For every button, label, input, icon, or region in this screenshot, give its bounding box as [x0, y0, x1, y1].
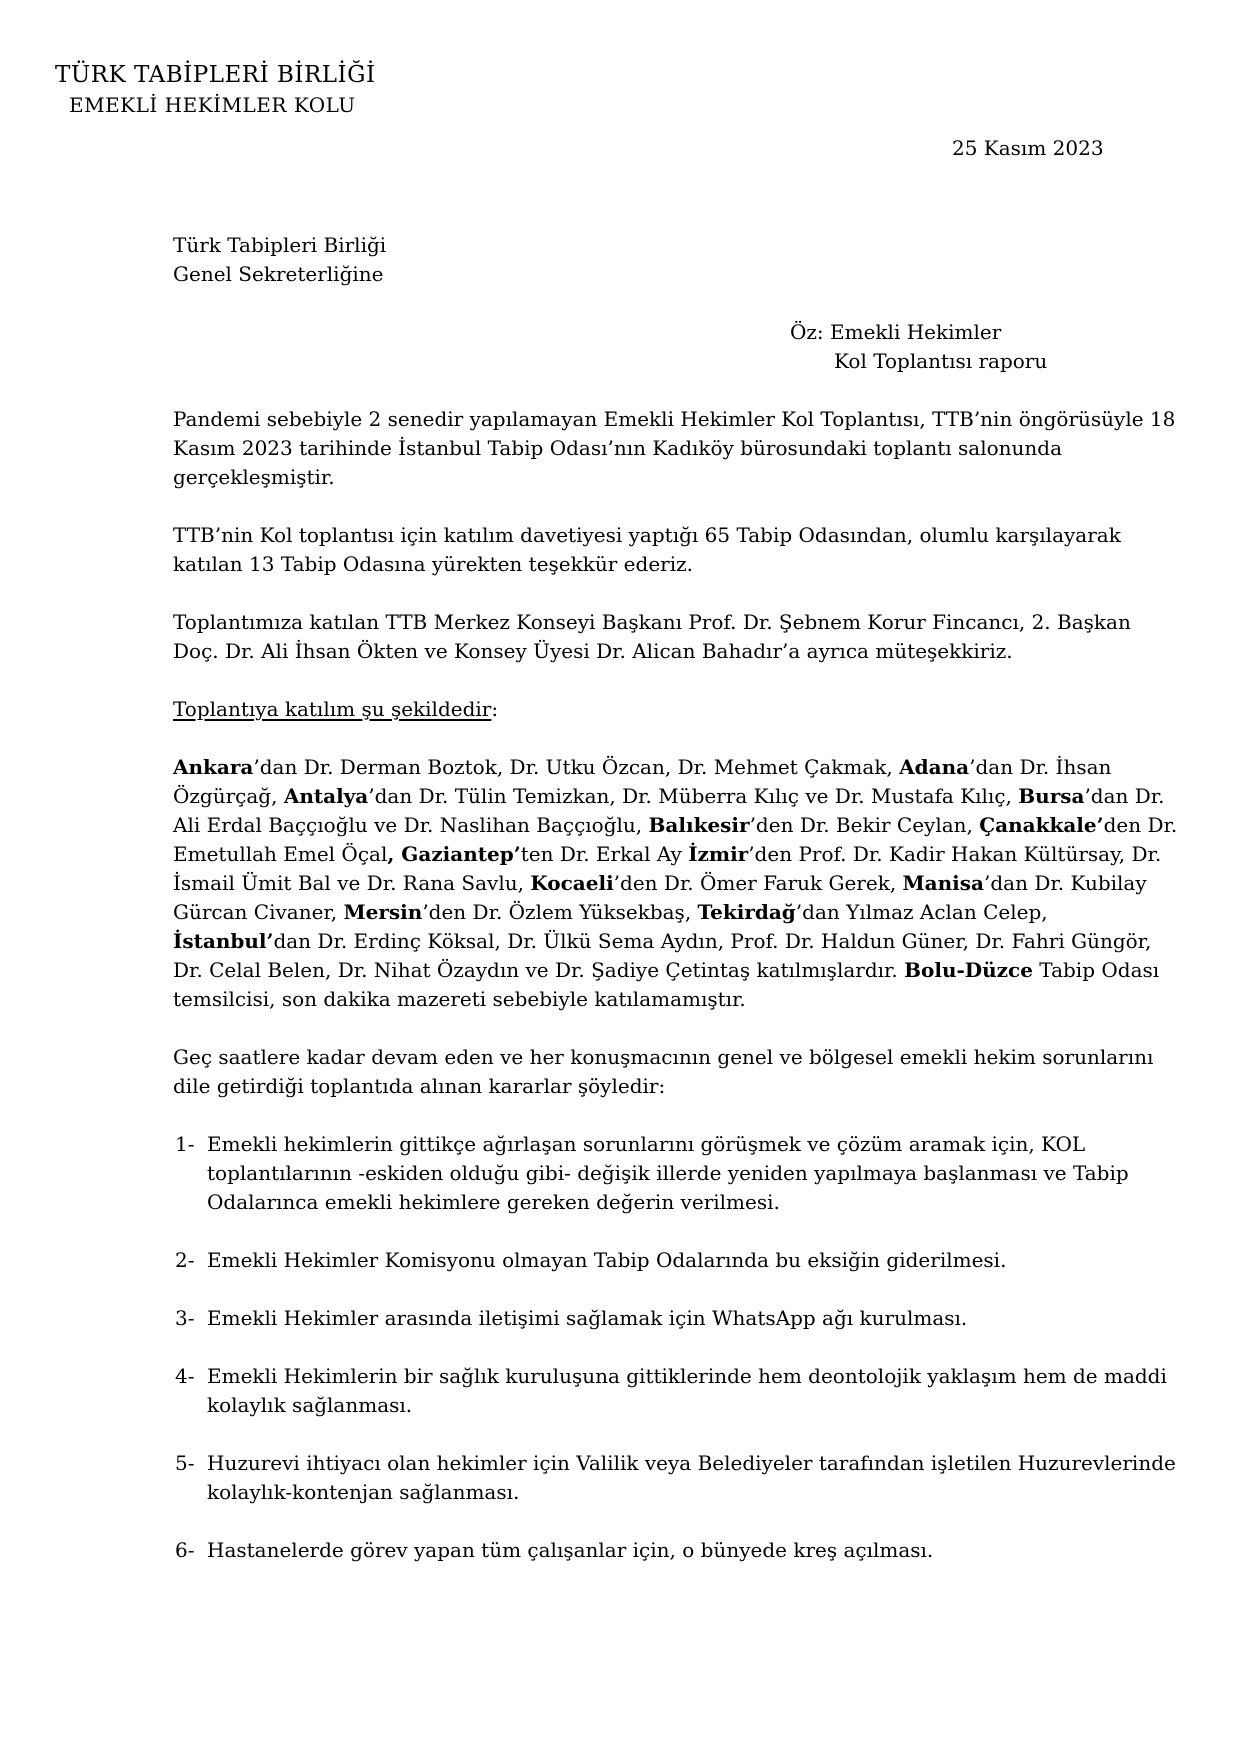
city-name-bold: Kocaeli [530, 871, 614, 895]
subject-line-2: Kol Toplantısı raporu [834, 349, 1048, 373]
attendee-text: ’den Dr. Özlem Yüksekbaş, [422, 900, 698, 924]
subject-line-1: Öz: Emekli Hekimler [790, 320, 1002, 344]
attendance-paragraph [173, 753, 1178, 1014]
city-name-bold: Çanakkale’ [979, 813, 1104, 837]
decision-text: Huzurevi ihtiyacı olan hekimler için Valilik veya Belediyeler tarafından işletilen Huzurevlerinde kolaylık-kontenjan sağlanması. [207, 1451, 1176, 1504]
city-name-bold: İstanbul’ [173, 929, 274, 953]
decision-text: Emekli Hekimler arasında iletişimi sağlamak için WhatsApp ağı kurulması. [207, 1306, 968, 1330]
decision-text: Emekli Hekimler Komisyonu olmayan Tabip Odalarında bu eksiğin giderilmesi. [207, 1248, 1007, 1272]
city-name-bold: Manisa [902, 871, 985, 895]
letterhead [0, 0, 1241, 120]
decision-item [175, 1362, 1185, 1420]
city-name-bold: Adana [899, 755, 970, 779]
decision-number: 6- [175, 1538, 195, 1562]
attendee-text: ’dan Dr. Derman Boztok, Dr. Utku Özcan, Dr. Mehmet Çakmak, [253, 755, 900, 779]
paragraph-thanks: TTB’nin Kol toplantısı için katılım davetiyesi yaptığı 65 Tabip Odasından, olumlu karşılayarak katılan 13 Tabip Odasına yürekten teşekkür ederiz. [173, 523, 1121, 576]
city-name-bold: Tekirdağ [697, 900, 796, 924]
decision-item [175, 1449, 1185, 1507]
letter-date: 25 Kasım 2023 [952, 136, 1104, 160]
paragraph-decisions-intro: Geç saatlere kadar devam eden ve her konuşmacının genel ve bölgesel emekli hekim sorunlarını dile getirdiği toplantıda alınan kararlar şöyledir: [173, 1045, 1154, 1098]
decision-item [175, 1304, 1185, 1333]
org-unit: EMEKLİ HEKİMLER KOLU [69, 93, 356, 117]
city-name-bold: Bursa [1018, 784, 1085, 808]
decision-item [175, 1536, 1185, 1565]
attendee-text: ’dan Dr. Tülin Temizkan, Dr. Müberra Kılıç ve Dr. Mustafa Kılıç, [368, 784, 1019, 808]
city-name-bold: , Gaziantep’ [387, 842, 521, 866]
paragraph-council: Toplantımıza katılan TTB Merkez Konseyi Başkanı Prof. Dr. Şebnem Korur Fincancı, 2. Başkan Doç. Dr. Ali İhsan Ökten ve Konsey Üyesi Dr. Alican Bahadır’a ayrıca müteşekkiriz. [173, 610, 1131, 663]
city-name-bold: Mersin [343, 900, 423, 924]
attendee-text: ’dan Dr. İhsan Özgürçağ, [173, 755, 1112, 808]
attendee-text: dan Dr. Erdinç Köksal, Dr. Ülkü Sema Aydın, Prof. Dr. Haldun Güner, Dr. Fahri Güngör, Dr. Celal Belen, Dr. Nihat Özaydın ve Dr. Şadiye Çetintaş katılmışlardır. [173, 929, 1152, 982]
attendance-heading [173, 695, 1178, 724]
city-name-bold: Ankara [173, 755, 254, 779]
decision-number: 3- [175, 1306, 195, 1330]
attendance-heading-text: Toplantıya katılım şu şekildedir [173, 697, 492, 721]
recipient-block [173, 231, 1241, 289]
attendee-text: ten Dr. Erkal Ay [520, 842, 689, 866]
attendee-text: ’den Prof. Dr. Kadir Hakan Kültürsay, Dr. İsmail Ümit Bal ve Dr. Rana Savlu, [173, 842, 1162, 895]
city-name-bold: Balıkesir [648, 813, 750, 837]
attendee-text: ’dan Dr. Kubilay Gürcan Civaner, [173, 871, 1147, 924]
decision-text: Hastanelerde görev yapan tüm çalışanlar için, o bünyede kreş açılması. [207, 1538, 934, 1562]
decision-item [175, 1130, 1185, 1217]
attendee-text: ’dan Yılmaz Aclan Celep, [795, 900, 1048, 924]
decision-number: 5- [175, 1451, 195, 1475]
org-name: TÜRK TABİPLERİ BİRLİĞİ [55, 62, 376, 88]
decision-list [0, 1130, 1241, 1565]
city-name-bold: İzmir [688, 842, 749, 866]
decision-number: 2- [175, 1248, 195, 1272]
decision-number: 4- [175, 1364, 195, 1388]
attendance-heading-colon: : [491, 697, 499, 721]
city-name-bold: Bolu-Düzce [904, 958, 1033, 982]
subject-block [790, 318, 1241, 376]
decision-number: 1- [175, 1132, 195, 1156]
decision-text: Emekli hekimlerin gittikçe ağırlaşan sorunlarını görüşmek ve çözüm aramak için, KOL toplantılarının -eskiden olduğu gibi- değişik illerde yeniden yapılmaya başlanması ve Tabip Odalarınca emekli hekimlere gereken değerin verilmesi. [207, 1132, 1129, 1214]
attendee-text: Tabip Odası temsilcisi, son dakika mazereti sebebiyle katılamamıştır. [173, 958, 1160, 1011]
decision-text: Emekli Hekimlerin bir sağlık kuruluşuna gittiklerinde hem deontolojik yaklaşım hem de maddi kolaylık sağlanması. [207, 1364, 1167, 1417]
attendee-text: ’dan Dr. Ali Erdal Baççıoğlu ve Dr. Naslihan Baççıoğlu, [173, 784, 1165, 837]
attendee-text: ’den Dr. Ömer Faruk Gerek, [613, 871, 903, 895]
attendee-text: den Dr. Emetullah Emel Öçal [173, 813, 1178, 866]
paragraph-intro: Pandemi sebebiyle 2 senedir yapılamayan Emekli Hekimler Kol Toplantısı, TTB’nin öngörüsüyle 18 Kasım 2023 tarihinde İstanbul Tabip Odası’nın Kadıköy bürosundaki toplantı salonunda gerçekleşmiştir. [173, 407, 1176, 489]
city-name-bold: Antalya [283, 784, 369, 808]
recipient-line-2: Genel Sekreterliğine [173, 262, 384, 286]
recipient-line-1: Türk Tabipleri Birliği [173, 233, 387, 257]
attendee-text: ’den Dr. Bekir Ceylan, [749, 813, 980, 837]
decision-item [175, 1246, 1185, 1275]
